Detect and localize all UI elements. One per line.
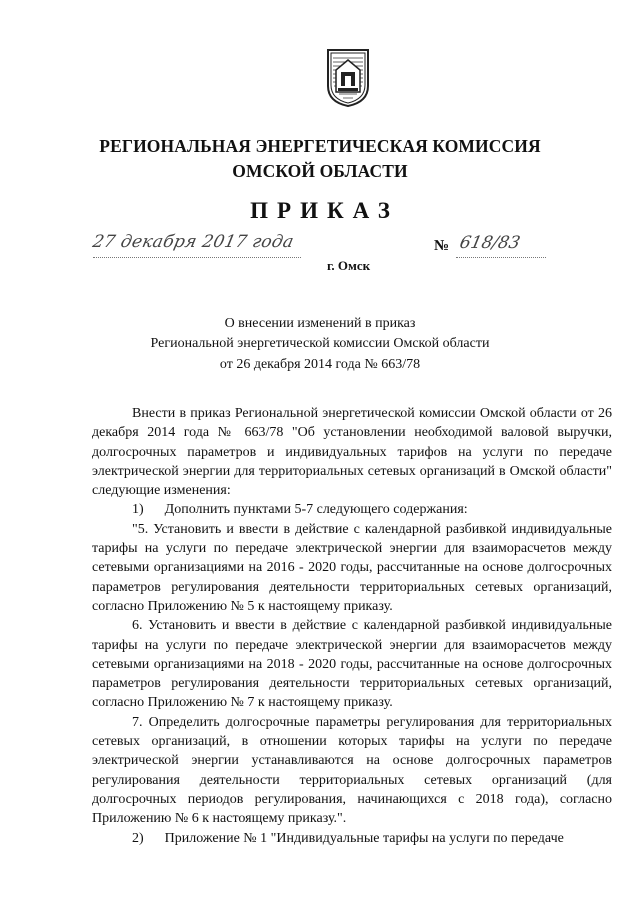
- paragraph-7: 7. Определить долгосрочные параметры регулирования для территориальных сетевых организаций, в отношении которых тарифы на услуги по передаче электрической энергии устанавливаются на основе долгосрочных параметров регулирования деятельности территориальных сетевых организаций (для долгосрочных периодов регулирования, начинающихся с 2018 года), согласно Приложению № 6 к настоящему приказу.".: [92, 714, 612, 827]
- intro-paragraph: Внести в приказ Региональной энергетической комиссии Омской области от 26 декабря 2014 года № 663/78 "Об установлении необходимой валовой выручки, долгосрочных параметров и индивидуальных тарифов на услуги по передаче электрической энергии для территориальных сетевых организаций в Омской области" следующие изменения:: [92, 406, 612, 499]
- handwritten-date: 27 декабря 2017 года: [90, 232, 296, 252]
- subject-line2: Региональной энергетической комиссии Омской области: [150, 336, 490, 351]
- document-title: ПРИКАЗ: [250, 198, 399, 223]
- city: г. Омск: [327, 258, 371, 273]
- list-item-2: 2) Приложение № 1 "Индивидуальные тарифы на услуги по передаче: [132, 830, 564, 846]
- organization-name-line1: РЕГИОНАЛЬНАЯ ЭНЕРГЕТИЧЕСКАЯ КОМИССИЯ: [99, 136, 541, 156]
- organization-name-line2: ОМСКОЙ ОБЛАСТИ: [232, 161, 408, 181]
- number-underline: [456, 257, 546, 258]
- subject-line1: О внесении изменений в приказ: [224, 316, 416, 331]
- number-label: №: [434, 238, 450, 254]
- list-item-1: 1) Дополнить пунктами 5-7 следующего содержания:: [132, 502, 468, 518]
- subject-line3: от 26 декабря 2014 года № 663/78: [219, 357, 421, 372]
- document-body: [92, 404, 612, 848]
- date-underline: [93, 257, 301, 258]
- omsk-coat-of-arms-icon: [326, 48, 370, 108]
- handwritten-number: 618/83: [457, 233, 522, 253]
- paragraph-6: 6. Установить и ввести в действие с календарной разбивкой индивидуальные тарифы на услуги по передаче электрической энергии для взаиморасчетов между сетевыми организациями на 2018 - 2020 годы, рассчитанные на основе долгосрочных параметров регулирования деятельности территориальных сетевых организаций, согласно Приложению № 7 к настоящему приказу.: [92, 618, 612, 711]
- paragraph-5: "5. Установить и ввести в действие с календарной разбивкой индивидуальные тарифы на услуги по передаче электрической энергии для взаиморасчетов между сетевыми организациями на 2016 - 2020 годы, рассчитанные на основе долгосрочных параметров регулирования деятельности территориальных сетевых организаций, согласно Приложению № 5 к настоящему приказу.: [92, 521, 612, 614]
